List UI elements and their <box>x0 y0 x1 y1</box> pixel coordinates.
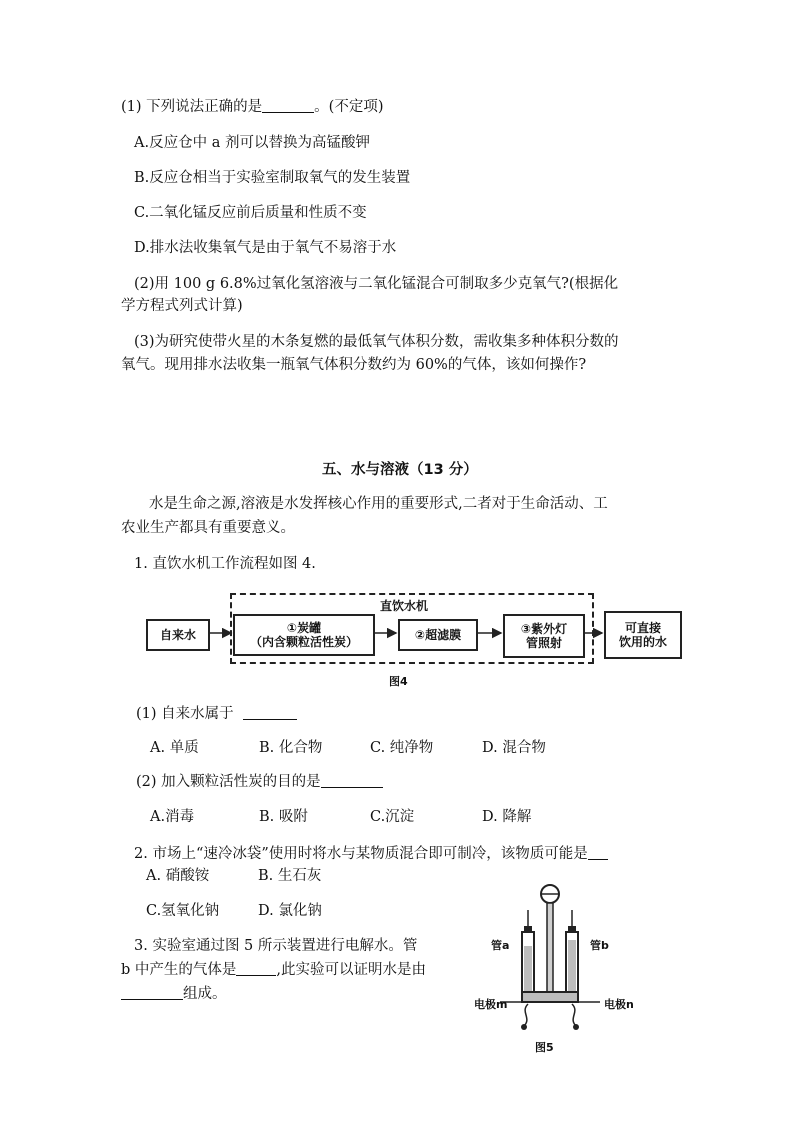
q3-line1: 3. 实验室通过图 5 所示装置进行电解水。管 <box>134 938 418 954</box>
section-title: 五、水与溶液（13 分） <box>322 462 478 478</box>
q2-option-b: B. 生石灰 <box>258 868 322 884</box>
q4-sub1: (1) 下列说法正确的是 。(不定项) <box>121 99 384 115</box>
machine-label: 直饮水机 <box>380 599 429 613</box>
q1-sub1-option-c: C. 纯净物 <box>370 740 434 756</box>
electrode-m-label: 电极m <box>474 998 508 1011</box>
q1-sub1: (1) 自来水属于 <box>136 705 297 723</box>
q2-option-a: A. 硝酸铵 <box>146 868 210 884</box>
option-c: C.二氧化锰反应前后质量和性质不变 <box>134 205 367 221</box>
answer-blank[interactable] <box>321 773 383 788</box>
q1-stem: 1. 直饮水机工作流程如图 4. <box>134 556 316 572</box>
q4-sub2-line1: (2)用 100 g 6.8%过氧化氢溶液与二氧化锰混合可制取多少克氧气?(根据化 <box>134 276 619 292</box>
electrolysis-apparatus <box>470 880 660 1040</box>
q4-sub3-line2: 氧气。现用排水法收集一瓶氧气体积分数约为 60%的气体，该如何操作? <box>121 357 587 373</box>
q1-sub1-option-a: A. 单质 <box>150 740 199 756</box>
q2-stem: 2. 市场上“速冷冰袋”使用时将水与某物质混合即可制冷，该物质可能是 <box>134 845 608 863</box>
q1-sub2-option-c: C.沉淀 <box>370 809 415 825</box>
option-a: A.反应仓中 a 剂可以替换为高锰酸钾 <box>134 135 370 151</box>
q1-sub2-option-a: A.消毒 <box>150 809 195 825</box>
q1-sub1-option-d: D. 混合物 <box>482 740 546 756</box>
answer-blank[interactable] <box>588 845 608 860</box>
q2-option-d: D. 氯化钠 <box>258 903 322 919</box>
q1-sub2-option-b: B. 吸附 <box>259 809 308 825</box>
figure-4-caption: 图4 <box>389 675 408 688</box>
section-intro-line1: 水是生命之源,溶液是水发挥核心作用的重要形式,二者对于生命活动、工 <box>149 496 608 512</box>
answer-blank[interactable] <box>236 961 276 976</box>
q2-option-c: C.氢氧化钠 <box>146 903 220 919</box>
tube-a-label: 管a <box>491 939 510 952</box>
q3-line3: 组成。 <box>121 985 227 1003</box>
q1-sub1-option-b: B. 化合物 <box>259 740 323 756</box>
q1-sub2-option-d: D. 降解 <box>482 809 532 825</box>
option-b: B.反应仓相当于实验室制取氧气的发生装置 <box>134 170 411 186</box>
figure-5-caption: 图5 <box>535 1041 554 1054</box>
tube-b-label: 管b <box>590 939 609 952</box>
carbon-tank-box: ①炭罐 （内含颗粒活性炭） <box>233 614 375 656</box>
section-intro-line2: 农业生产都具有重要意义。 <box>121 520 295 536</box>
q4-sub3-line1: (3)为研究使带火星的木条复燃的最低氧气体积分数，需收集多种体积分数的 <box>134 334 619 350</box>
electrode-n-label: 电极n <box>604 998 634 1011</box>
uv-lamp-box: ③紫外灯 管照射 <box>503 614 585 658</box>
ultrafiltration-box: ②超滤膜 <box>398 619 478 651</box>
option-d: D.排水法收集氧气是由于氧气不易溶于水 <box>134 240 397 256</box>
q4-sub2-line2: 学方程式列式计算) <box>121 298 243 314</box>
q1-sub2: (2) 加入颗粒活性炭的目的是 <box>136 773 383 791</box>
q3-line2: b 中产生的气体是 ,此实验可以证明水是由 <box>121 962 426 978</box>
tap-water-box: 自来水 <box>146 619 210 651</box>
answer-blank[interactable] <box>121 985 183 1000</box>
drinkable-water-box: 可直接 饮用的水 <box>604 611 682 659</box>
answer-blank[interactable] <box>243 705 297 720</box>
